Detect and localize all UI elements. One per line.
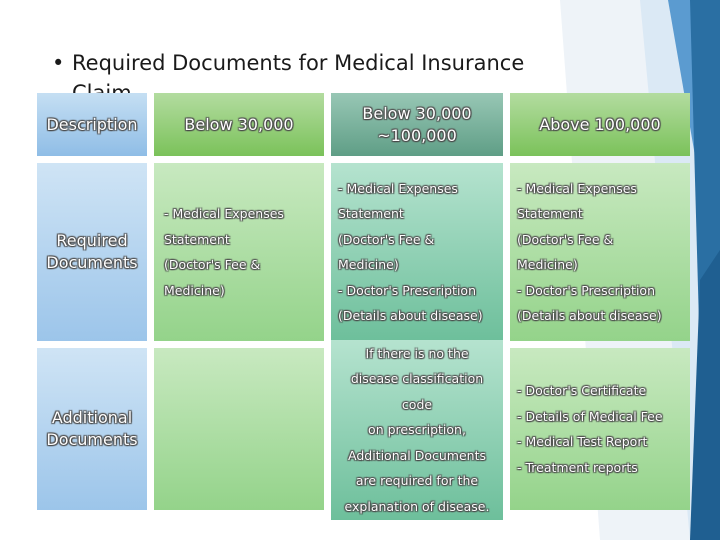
required-30000-100000: - Medical Expenses Statement (Doctor's Fee & Medicine) - Doctor's Prescription (Details about disease) xyxy=(331,163,503,341)
row-label-required: Required Documents xyxy=(37,163,147,341)
header-30000-100000: Below 30,000 ~100,000 xyxy=(331,93,503,156)
header-above-100000: Above 100,000 xyxy=(510,93,690,156)
required-below-30000: - Medical Expenses Statement (Doctor's Fee & Medicine) xyxy=(154,163,324,341)
header-below-30000: Below 30,000 xyxy=(154,93,324,156)
header-description: Description xyxy=(37,93,147,156)
additional-below-30000 xyxy=(154,348,324,510)
additional-30000-100000: If there is no the disease classification code on prescription, Additional Documents are required for the explanation of disease. xyxy=(331,340,503,520)
bullet-icon: • xyxy=(52,51,65,75)
additional-above-100000: - Doctor's Certificate - Details of Medical Fee - Medical Test Report - Treatment reports xyxy=(510,348,690,510)
row-label-additional: Additional Documents xyxy=(37,348,147,510)
slide-title-line1: Required Documents for Medical Insurance xyxy=(72,51,525,75)
required-above-100000: - Medical Expenses Statement (Doctor's Fee & Medicine) - Doctor's Prescription (Details about disease) xyxy=(510,163,690,341)
